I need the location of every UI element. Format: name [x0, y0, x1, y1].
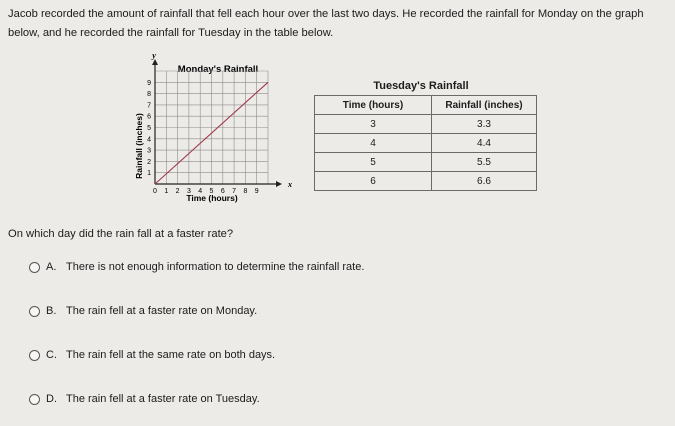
y-tick-label: 2: [147, 158, 151, 166]
table-row: [315, 115, 537, 134]
table-cell: 5.5: [432, 153, 537, 172]
tuesday-rainfall-table: [314, 95, 537, 191]
option-text: There is not enough information to determine the rainfall rate.: [66, 261, 365, 273]
table-row: [315, 134, 537, 153]
x-tick-label: 6: [220, 188, 225, 195]
monday-rainfall-chart: [118, 51, 293, 208]
x-axis-letter: x: [288, 180, 292, 189]
x-tick-label: 3: [186, 188, 191, 195]
table-cell: 6.6: [432, 172, 537, 191]
option-c[interactable]: [29, 349, 275, 361]
option-text: The rain fell at the same rate on both days.: [66, 349, 276, 361]
option-text: The rain fell at a faster rate on Tuesday.: [66, 393, 260, 405]
table-cell: 3.3: [432, 115, 537, 134]
table-cell: 4: [315, 134, 432, 153]
x-tick-label: 0: [153, 188, 157, 195]
table-row: [315, 172, 537, 191]
option-b[interactable]: [29, 305, 257, 317]
table-title: Tuesday's Rainfall: [373, 80, 469, 92]
x-tick-label: 8: [243, 188, 248, 195]
option-letter: D.: [46, 393, 57, 405]
table-header-time: Time (hours): [315, 96, 432, 115]
option-letter: A.: [46, 261, 57, 273]
chart-x-label: Time (hours): [186, 193, 238, 203]
table-cell: 6: [315, 172, 432, 191]
y-tick-label: 7: [147, 102, 151, 110]
x-tick-label: 2: [175, 188, 180, 195]
y-tick-label: 5: [147, 125, 151, 132]
tuesday-rainfall-table-wrap: [314, 80, 537, 191]
radio-icon[interactable]: [29, 306, 40, 317]
y-tick-label: 3: [147, 147, 151, 155]
chart-svg: [118, 51, 293, 208]
chart-grid: [155, 71, 268, 184]
option-text: The rain fell at a faster rate on Monday.: [66, 305, 258, 317]
x-tick-label: 9: [254, 188, 259, 195]
table-cell: 3: [315, 115, 432, 134]
x-tick-label: 4: [198, 188, 203, 195]
radio-icon[interactable]: [29, 350, 40, 361]
y-tick-label: 6: [147, 113, 151, 121]
x-axis-arrow: [276, 181, 282, 187]
radio-icon[interactable]: [29, 262, 40, 273]
y-axis-letter: y: [152, 51, 156, 60]
option-a[interactable]: [29, 261, 364, 273]
chart-ticks: [147, 80, 259, 195]
radio-icon[interactable]: [29, 394, 40, 405]
table-header-rainfall: Rainfall (inches): [432, 96, 537, 115]
table-row: [315, 153, 537, 172]
y-tick-label: 9: [147, 79, 151, 87]
x-tick-label: 5: [209, 188, 214, 195]
option-d[interactable]: [29, 393, 260, 405]
x-tick-label: 7: [232, 188, 237, 195]
question-prompt: Jacob recorded the amount of rainfall that fell each hour over the last two days. He recorded the rainfall for Monday on the graph below, and he recorded the rainfall for Tuesday in the table below.: [8, 8, 644, 39]
y-tick-label: 1: [147, 170, 151, 178]
y-tick-label: 4: [147, 136, 151, 144]
option-letter: C.: [46, 349, 57, 361]
table-header-row: [315, 96, 537, 115]
chart-y-label: Rainfall (inches): [134, 113, 144, 179]
chart-title: Monday's Rainfall: [177, 64, 259, 75]
x-tick-label: 1: [164, 188, 169, 195]
y-tick-label: 8: [147, 91, 151, 99]
option-letter: B.: [46, 305, 57, 317]
table-cell: 4.4: [432, 134, 537, 153]
question-text: On which day did the rain fall at a faster rate?: [8, 228, 234, 240]
table-cell: 5: [315, 153, 432, 172]
